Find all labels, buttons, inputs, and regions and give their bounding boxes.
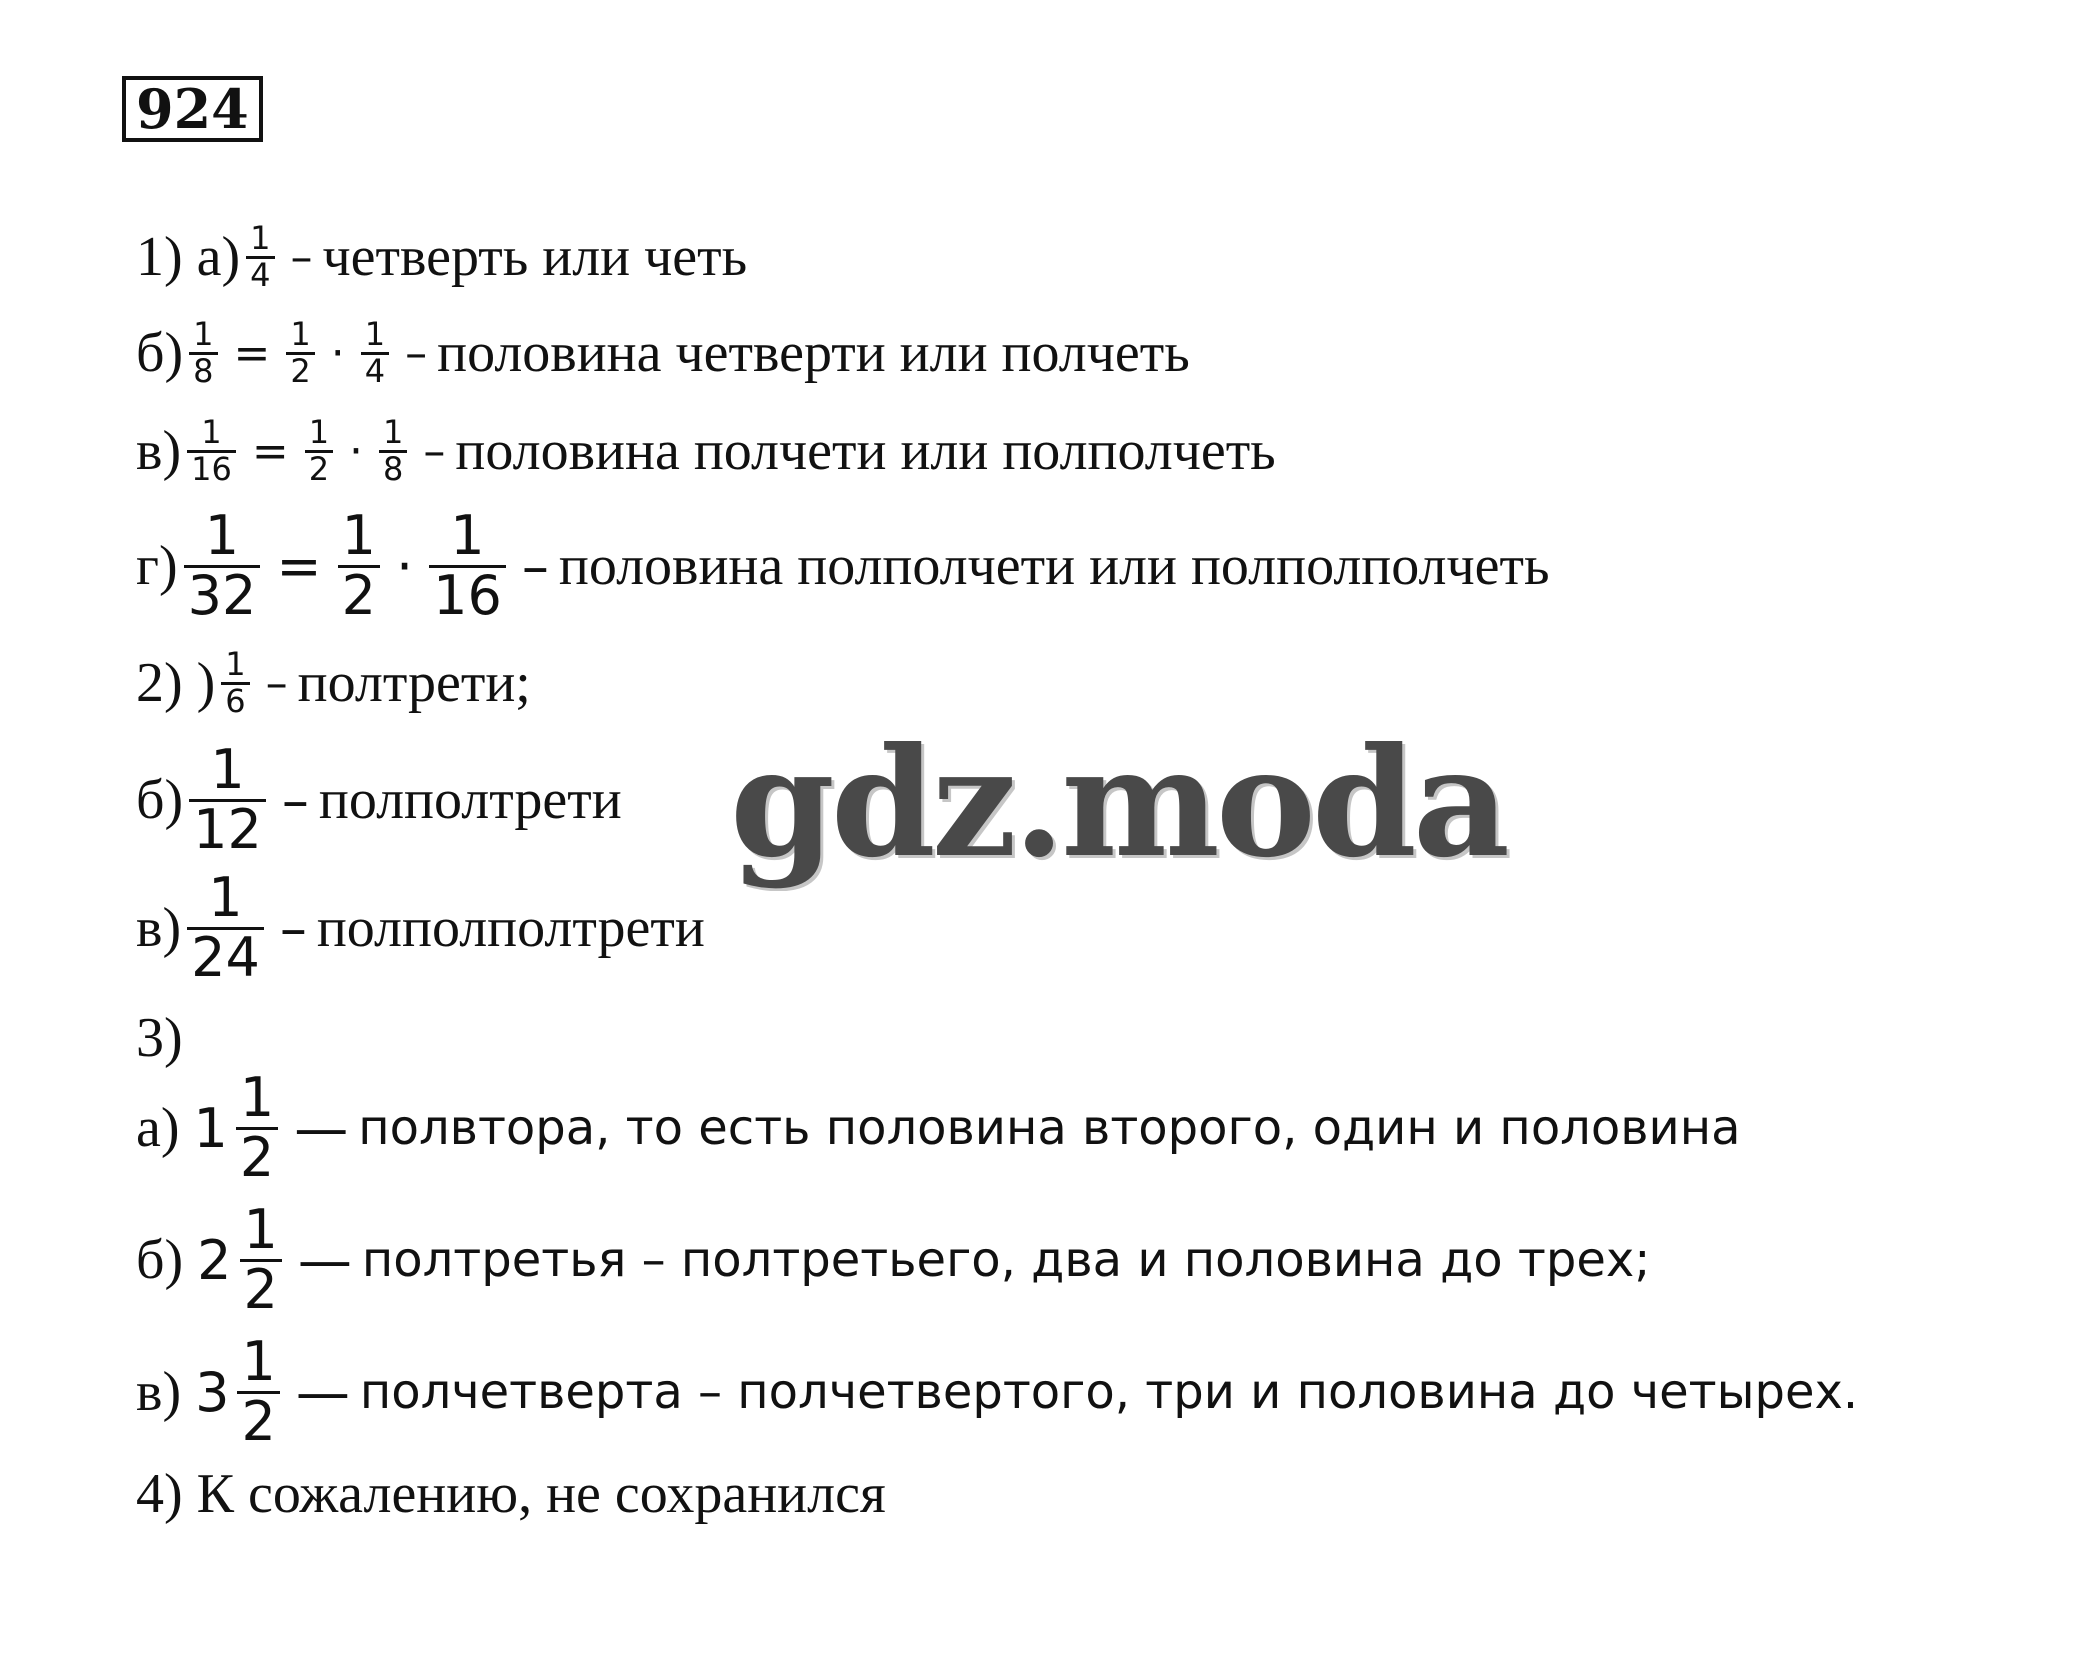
item-label: б) (136, 769, 184, 832)
numerator: 1 (193, 315, 214, 353)
answer-text: полтретья – полтретьего, два и половина до трех; (361, 1232, 1651, 1289)
numerator: 1 (383, 413, 404, 451)
answer-text: полполполтрети (316, 897, 705, 960)
answer-line-3v (136, 1330, 1859, 1453)
multiply-dot: · (330, 327, 345, 379)
fraction (237, 1330, 279, 1453)
fraction (361, 315, 389, 390)
dash: – (265, 657, 288, 709)
answer-text: полтрети; (297, 652, 531, 715)
multiply-dot: · (395, 534, 414, 598)
dash: – (521, 534, 549, 598)
answer-line-1a (136, 219, 748, 294)
answer-text: полчетверта – полчетвертого, три и половина до четырех. (359, 1364, 1859, 1421)
dash: – (423, 425, 446, 477)
fraction (189, 738, 266, 861)
mixed-number-whole: 1 (193, 1096, 228, 1160)
item-label: г) (136, 535, 178, 598)
equals-sign: = (251, 425, 289, 477)
answer-text: половина полчети или полполчеть (455, 420, 1276, 483)
equals-sign: = (276, 534, 322, 598)
answer-line-3a (136, 1066, 1741, 1189)
fraction (240, 1198, 282, 1321)
dash: — (295, 1360, 350, 1424)
denominator: 6 (225, 681, 246, 720)
fraction (286, 315, 314, 390)
multiply-dot: · (349, 425, 364, 477)
numerator: 1 (204, 504, 240, 567)
numerator: 1 (290, 315, 311, 353)
numerator: 1 (243, 1198, 278, 1261)
mixed-number-whole: 2 (197, 1228, 232, 1292)
fraction (184, 504, 261, 627)
denominator: 16 (191, 449, 232, 488)
fraction (429, 504, 506, 627)
numerator: 1 (364, 315, 386, 353)
dash: — (294, 1096, 349, 1160)
dash: – (405, 327, 428, 379)
answer-line-1g (136, 504, 1550, 627)
item-label: в) (136, 420, 182, 483)
denominator: 2 (290, 351, 311, 390)
item-label: 3) (136, 1007, 183, 1069)
answer-text: половина полполчети или полполполчеть (558, 535, 1550, 598)
numerator: 1 (210, 738, 245, 801)
denominator: 2 (239, 1125, 275, 1189)
dash: – (290, 231, 313, 283)
denominator: 12 (193, 797, 262, 861)
task-number: 924 (122, 76, 263, 142)
answer-line-2v (136, 866, 705, 989)
denominator: 16 (433, 563, 502, 627)
numerator: 1 (201, 413, 222, 451)
answer-line-3b (136, 1198, 1651, 1321)
numerator: 1 (241, 1330, 276, 1393)
denominator: 8 (193, 351, 214, 390)
denominator: 24 (191, 925, 260, 989)
fraction (236, 1066, 278, 1189)
fraction (338, 504, 380, 627)
answer-line-1v (136, 413, 1276, 488)
fraction (246, 219, 274, 294)
denominator: 32 (187, 563, 257, 627)
fraction (187, 866, 264, 989)
item-label: а) (136, 1097, 180, 1160)
denominator: 2 (241, 1389, 276, 1453)
item-label: в) (136, 1361, 182, 1424)
answer-line-2a (136, 645, 531, 720)
dash: – (281, 768, 309, 832)
denominator: 4 (364, 351, 386, 390)
fraction (305, 413, 333, 488)
fraction (187, 413, 236, 488)
item-label: 2) ) (136, 652, 216, 715)
denominator: 4 (250, 255, 271, 294)
answer-line-4 (136, 1462, 886, 1526)
fraction (189, 315, 217, 390)
denominator: 2 (341, 563, 376, 627)
numerator: 1 (239, 1066, 275, 1129)
answer-line-2b (136, 738, 622, 861)
item-label: в) (136, 897, 182, 960)
fraction (379, 413, 407, 488)
numerator: 1 (208, 866, 243, 929)
answer-text: четверть или четь (322, 226, 748, 289)
fraction (221, 645, 249, 720)
answer-line-1b (136, 315, 1190, 390)
mixed-number-whole: 3 (195, 1360, 230, 1424)
answer-text: половина четверти или полчеть (437, 322, 1190, 385)
answer-text: полвтора, то есть половина второго, один и половина (358, 1100, 1741, 1157)
equals-sign: = (233, 327, 271, 379)
numerator: 1 (341, 504, 376, 567)
denominator: 2 (308, 449, 330, 488)
dash: – (279, 896, 307, 960)
answer-text: полполтрети (318, 769, 622, 832)
denominator: 8 (383, 449, 404, 488)
watermark-logo: gdz.moda (730, 715, 1507, 891)
item-label: б) (136, 322, 184, 385)
numerator: 1 (308, 413, 330, 451)
dash: — (297, 1228, 352, 1292)
answer-text: 4) К сожалению, не сохранился (136, 1463, 886, 1525)
numerator: 1 (450, 504, 485, 567)
answer-line-3 (136, 1006, 183, 1070)
item-label: 1) а) (136, 226, 241, 289)
item-label: б) (136, 1229, 184, 1292)
denominator: 2 (243, 1257, 278, 1321)
numerator: 1 (250, 219, 271, 257)
numerator: 1 (225, 645, 246, 683)
